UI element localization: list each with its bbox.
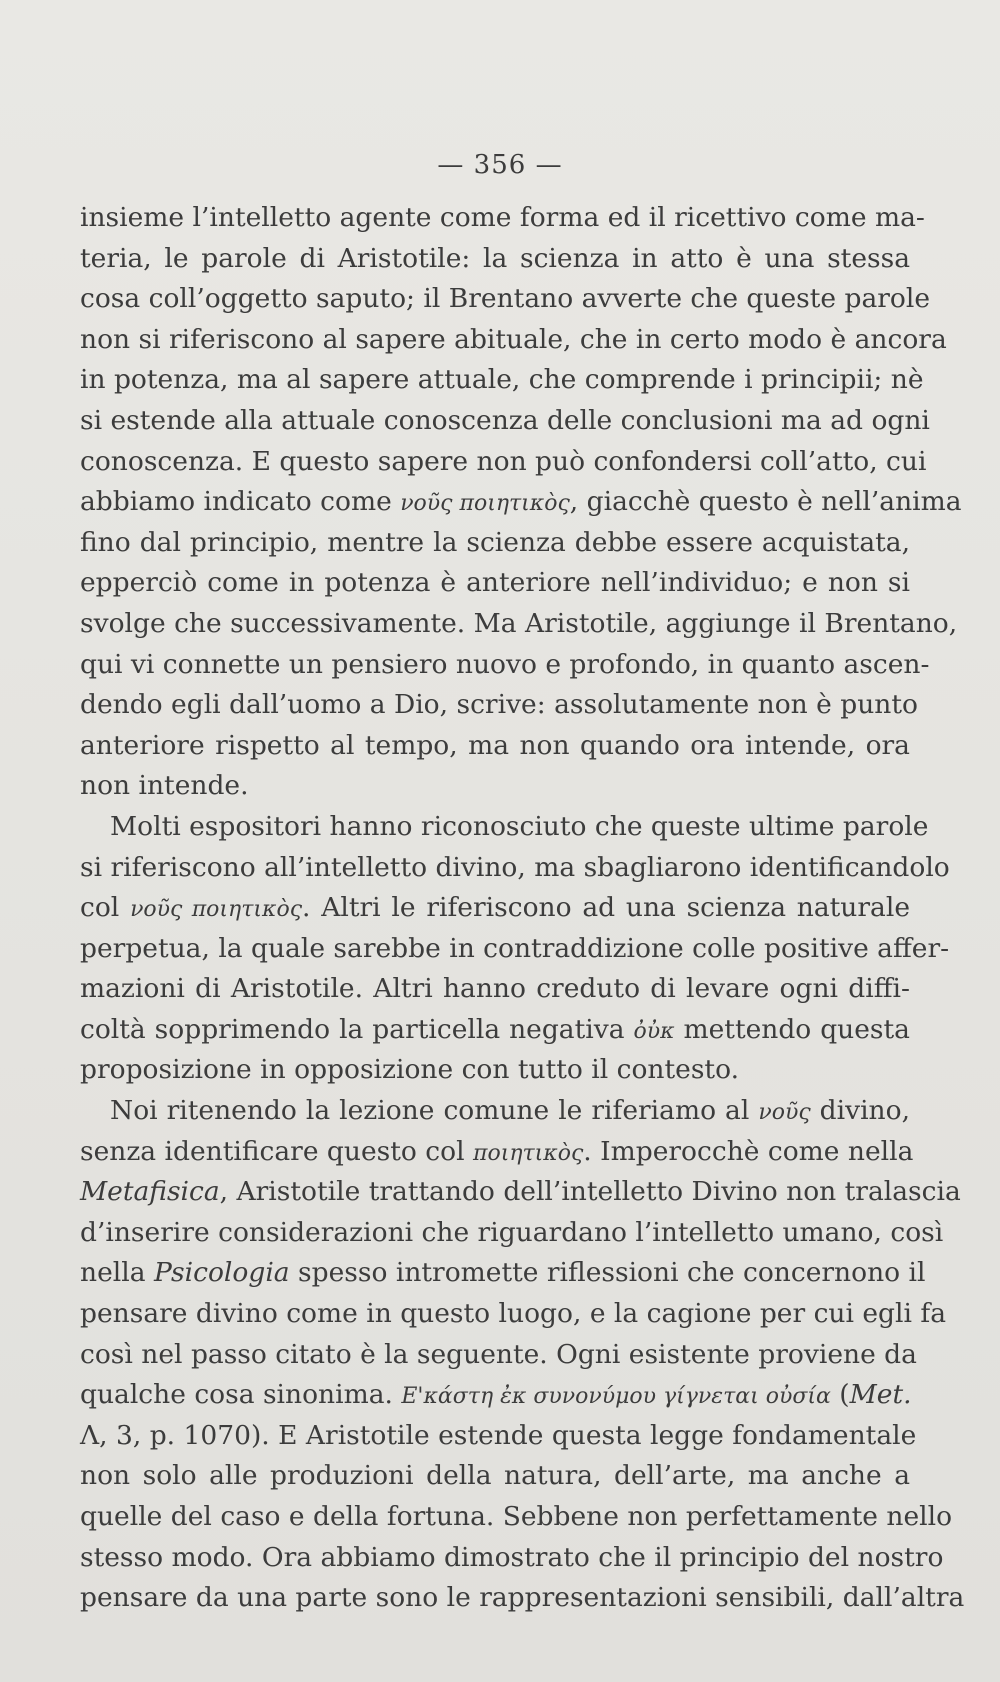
greek-term: νοῦς ποιητικὸς — [400, 491, 570, 517]
text-line — [80, 1416, 917, 1457]
text-segment: fino dal principio, mentre la scienza debbe essere acquistata, — [80, 526, 910, 558]
text-segment: conoscenza. E questo sapere non può confondersi coll’atto, cui — [80, 445, 927, 477]
text-line — [80, 645, 930, 686]
text-segment: Molti espositori hanno riconosciuto che queste ultime parole — [110, 810, 929, 842]
italic-term: Metafisica — [80, 1176, 220, 1208]
text-segment: non intende. — [80, 770, 249, 802]
text-segment: si estende alla attuale conoscenza delle conclusioni ma ad ogni — [80, 404, 930, 436]
text-line — [80, 1172, 961, 1213]
text-line — [80, 807, 929, 848]
text-line — [80, 848, 950, 889]
text-line — [80, 766, 910, 807]
text-line — [80, 1335, 917, 1376]
text-segment: dendo egli dall’uomo a Dio, scrive: assolutamente non è punto — [80, 689, 918, 721]
text-segment: in potenza, ma al sapere attuale, che comprende i principii; nè — [80, 364, 924, 396]
text-segment: divino, — [810, 1095, 910, 1127]
text-line — [80, 401, 930, 442]
greek-term: ποιητικὸς — [472, 1140, 584, 1166]
text-line — [80, 1253, 926, 1294]
text-line — [80, 563, 910, 604]
italic-term: Psicologia — [153, 1257, 290, 1289]
text-segment: nella — [80, 1257, 154, 1289]
text-segment: spesso intromette riflessioni che concernono il — [289, 1257, 926, 1289]
text-segment: Λ, 3, p. 1070). E Aristotile estende questa legge fondamentale — [80, 1419, 917, 1451]
text-line — [80, 1538, 944, 1579]
italic-term: Met. — [849, 1379, 912, 1411]
text-line — [80, 279, 931, 320]
text-segment: mazioni di Aristotile. Altri hanno creduto di levare ogni diffi- — [80, 973, 910, 1005]
text-segment: si riferiscono all’intelletto divino, ma sbagliarono identificandolo — [80, 851, 950, 883]
text-line — [80, 1213, 944, 1254]
text-segment: d’inserire considerazioni che riguardano l’intelletto umano, così — [80, 1216, 944, 1248]
text-segment: non solo alle produzioni della natura, dell’arte, ma anche a — [80, 1460, 910, 1492]
text-line — [80, 929, 950, 970]
text-line — [80, 442, 927, 483]
text-line — [80, 1294, 946, 1335]
greek-term: νοῦς — [758, 1100, 811, 1126]
text-segment: qui vi connette un pensiero nuovo e profondo, in quanto ascen- — [80, 648, 930, 680]
text-line — [80, 604, 958, 645]
text-segment: . Altri le riferiscono ad una scienza naturale — [302, 892, 910, 924]
text-line — [80, 1578, 965, 1619]
text-segment: col — [80, 892, 131, 924]
text-segment: mettendo questa — [674, 1013, 910, 1045]
text-segment: perpetua, la quale sarebbe in contraddizione colle positive affer- — [80, 932, 950, 964]
text-line — [80, 1050, 910, 1091]
text-segment: ( — [830, 1379, 850, 1411]
text-line — [80, 685, 918, 726]
text-line — [80, 1132, 914, 1173]
body-text — [80, 198, 965, 1619]
text-segment: abbiamo indicato come — [80, 486, 401, 518]
text-line — [80, 888, 910, 929]
text-segment: non si riferiscono al sapere abituale, che in certo modo è ancora — [80, 323, 947, 355]
text-segment: , Aristotile trattando dell’intelletto Divino non tralascia — [219, 1176, 961, 1208]
text-segment: svolge che successivamente. Ma Aristotile, aggiunge il Brentano, — [80, 607, 958, 639]
text-segment: così nel passo citato è la seguente. Ogni esistente proviene da — [80, 1338, 917, 1370]
greek-term: ὀὐκ — [633, 1018, 675, 1044]
text-line — [80, 198, 925, 239]
text-segment: epperciò come in potenza è anteriore nell’individuo; e non si — [80, 567, 910, 599]
greek-term: νοῦς ποιητικὸς — [130, 897, 303, 923]
text-segment: Noi ritenendo la lezione comune le riferiamo al — [110, 1095, 759, 1127]
text-segment: . Imperocchè come nella — [583, 1135, 914, 1167]
greek-term: Ε'κάστη ἐκ συνονύμου γίγνεται οὐσία — [401, 1384, 831, 1410]
text-segment: cosa coll’oggetto saputo; il Brentano avverte che queste parole — [80, 283, 931, 315]
text-line — [80, 1010, 910, 1051]
text-line — [80, 360, 924, 401]
text-line — [80, 1375, 910, 1416]
text-segment: quelle del caso e della fortuna. Sebbene non perfettamente nello — [80, 1501, 953, 1532]
text-line — [80, 1091, 910, 1132]
text-segment: pensare divino come in questo luogo, e la cagione per cui egli fa — [80, 1298, 946, 1330]
text-segment: insieme l’intelletto agente come forma ed il ricettivo come ma- — [80, 202, 925, 233]
text-segment: , giacchè questo è nell’anima — [569, 486, 962, 518]
text-line — [80, 726, 910, 767]
text-line — [80, 1497, 953, 1538]
text-segment: qualche cosa sinonima. — [80, 1379, 402, 1411]
page-number: — 356 — — [437, 150, 563, 180]
text-line — [80, 1456, 910, 1497]
text-segment: pensare da una parte sono le rappresentazioni sensibili, dall’altra — [80, 1582, 965, 1614]
text-segment: anteriore rispetto al tempo, ma non quando ora intende, ora — [80, 729, 910, 761]
text-segment: teria, le parole di Aristotile: la scienza in atto è una stessa — [80, 242, 910, 274]
text-segment: proposizione in opposizione con tutto il contesto. — [80, 1054, 739, 1086]
text-segment: coltà sopprimendo la particella negativa — [80, 1013, 634, 1045]
text-segment: senza identificare questo col — [80, 1135, 473, 1167]
text-line — [80, 320, 947, 361]
text-segment: stesso modo. Ora abbiamo dimostrato che il principio del nostro — [80, 1541, 944, 1573]
text-line — [80, 523, 910, 564]
text-line — [80, 482, 962, 523]
text-line — [80, 969, 910, 1010]
text-line — [80, 239, 910, 280]
